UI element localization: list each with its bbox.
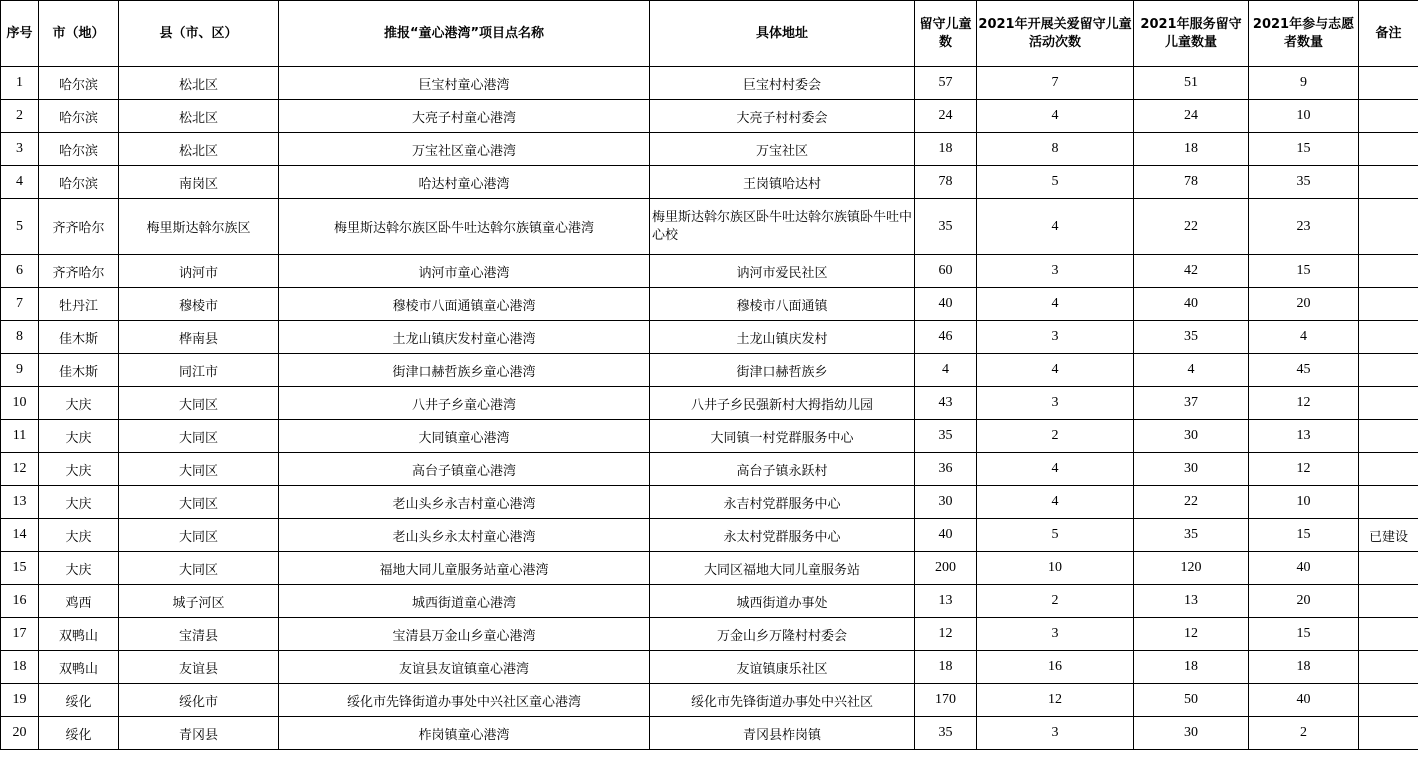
cell-city: 哈尔滨 (39, 67, 119, 100)
cell-note (1359, 354, 1418, 387)
table-row (1, 288, 1418, 321)
cell-left-behind-children: 12 (915, 618, 977, 651)
table-row (1, 519, 1418, 552)
cell-left-behind-children: 40 (915, 288, 977, 321)
cell-address: 八井子乡民强新村大拇指幼儿园 (650, 387, 915, 420)
cell-county: 宝清县 (119, 618, 279, 651)
cell-activity-count: 4 (977, 354, 1134, 387)
table-row (1, 321, 1418, 354)
cell-left-behind-children: 4 (915, 354, 977, 387)
cell-project-name: 福地大同儿童服务站童心港湾 (279, 552, 650, 585)
cell-volunteers: 15 (1249, 618, 1359, 651)
cell-note (1359, 684, 1418, 717)
cell-project-name: 大亮子村童心港湾 (279, 100, 650, 133)
cell-left-behind-children: 35 (915, 717, 977, 750)
cell-project-name: 穆棱市八面通镇童心港湾 (279, 288, 650, 321)
cell-volunteers: 15 (1249, 255, 1359, 288)
cell-activity-count: 4 (977, 288, 1134, 321)
cell-address: 友谊镇康乐社区 (650, 651, 915, 684)
cell-project-name: 梅里斯达斡尔族区卧牛吐达斡尔族镇童心港湾 (279, 199, 650, 255)
cell-note (1359, 651, 1418, 684)
table-row (1, 255, 1418, 288)
header-activity-count: 2021年开展关爱留守儿童活动次数 (977, 1, 1134, 67)
cell-address: 万金山乡万隆村村委会 (650, 618, 915, 651)
table-row (1, 486, 1418, 519)
cell-children-served: 40 (1134, 288, 1249, 321)
cell-address: 青冈县柞岗镇 (650, 717, 915, 750)
cell-address: 绥化市先锋街道办事处中兴社区 (650, 684, 915, 717)
cell-serial-no: 1 (1, 67, 39, 100)
cell-city: 大庆 (39, 552, 119, 585)
cell-serial-no: 8 (1, 321, 39, 354)
cell-volunteers: 15 (1249, 133, 1359, 166)
header-serial-no: 序号 (1, 1, 39, 67)
cell-city: 绥化 (39, 684, 119, 717)
cell-volunteers: 40 (1249, 684, 1359, 717)
cell-children-served: 120 (1134, 552, 1249, 585)
cell-activity-count: 5 (977, 519, 1134, 552)
cell-left-behind-children: 18 (915, 133, 977, 166)
cell-volunteers: 45 (1249, 354, 1359, 387)
cell-activity-count: 3 (977, 618, 1134, 651)
cell-activity-count: 2 (977, 585, 1134, 618)
cell-children-served: 30 (1134, 453, 1249, 486)
cell-activity-count: 16 (977, 651, 1134, 684)
cell-volunteers: 18 (1249, 651, 1359, 684)
cell-volunteers: 12 (1249, 453, 1359, 486)
table-row (1, 166, 1418, 199)
header-children-served: 2021年服务留守儿童数量 (1134, 1, 1249, 67)
cell-project-name: 讷河市童心港湾 (279, 255, 650, 288)
cell-volunteers: 4 (1249, 321, 1359, 354)
table-row (1, 717, 1418, 750)
cell-note (1359, 321, 1418, 354)
cell-children-served: 22 (1134, 486, 1249, 519)
cell-left-behind-children: 57 (915, 67, 977, 100)
table-row (1, 618, 1418, 651)
cell-volunteers: 40 (1249, 552, 1359, 585)
cell-city: 哈尔滨 (39, 133, 119, 166)
cell-note (1359, 255, 1418, 288)
cell-left-behind-children: 78 (915, 166, 977, 199)
cell-left-behind-children: 40 (915, 519, 977, 552)
cell-volunteers: 35 (1249, 166, 1359, 199)
cell-county: 穆棱市 (119, 288, 279, 321)
cell-address: 王岗镇哈达村 (650, 166, 915, 199)
cell-serial-no: 11 (1, 420, 39, 453)
cell-county: 大同区 (119, 387, 279, 420)
cell-project-name: 高台子镇童心港湾 (279, 453, 650, 486)
header-city: 市（地） (39, 1, 119, 67)
cell-volunteers: 2 (1249, 717, 1359, 750)
cell-project-name: 老山头乡永太村童心港湾 (279, 519, 650, 552)
cell-project-name: 柞岗镇童心港湾 (279, 717, 650, 750)
cell-county: 城子河区 (119, 585, 279, 618)
cell-city: 大庆 (39, 519, 119, 552)
cell-city: 佳木斯 (39, 354, 119, 387)
cell-serial-no: 6 (1, 255, 39, 288)
cell-children-served: 24 (1134, 100, 1249, 133)
header-left-behind-children: 留守儿童数 (915, 1, 977, 67)
cell-county: 大同区 (119, 552, 279, 585)
cell-address: 土龙山镇庆发村 (650, 321, 915, 354)
header-row (1, 1, 1418, 67)
cell-children-served: 30 (1134, 420, 1249, 453)
table-row (1, 100, 1418, 133)
cell-children-served: 51 (1134, 67, 1249, 100)
cell-county: 友谊县 (119, 651, 279, 684)
cell-project-name: 巨宝村童心港湾 (279, 67, 650, 100)
cell-children-served: 22 (1134, 199, 1249, 255)
cell-left-behind-children: 24 (915, 100, 977, 133)
cell-activity-count: 4 (977, 100, 1134, 133)
cell-county: 大同区 (119, 486, 279, 519)
cell-serial-no: 7 (1, 288, 39, 321)
cell-activity-count: 12 (977, 684, 1134, 717)
cell-note (1359, 552, 1418, 585)
cell-serial-no: 14 (1, 519, 39, 552)
cell-county: 大同区 (119, 420, 279, 453)
cell-address: 城西街道办事处 (650, 585, 915, 618)
cell-project-name: 万宝社区童心港湾 (279, 133, 650, 166)
cell-county: 松北区 (119, 67, 279, 100)
table-row (1, 651, 1418, 684)
cell-volunteers: 15 (1249, 519, 1359, 552)
cell-children-served: 12 (1134, 618, 1249, 651)
header-note: 备注 (1359, 1, 1418, 67)
cell-children-served: 30 (1134, 717, 1249, 750)
header-volunteers: 2021年参与志愿者数量 (1249, 1, 1359, 67)
cell-project-name: 友谊县友谊镇童心港湾 (279, 651, 650, 684)
cell-address: 永吉村党群服务中心 (650, 486, 915, 519)
table-row (1, 199, 1418, 255)
cell-left-behind-children: 170 (915, 684, 977, 717)
cell-activity-count: 2 (977, 420, 1134, 453)
table-row (1, 585, 1418, 618)
cell-serial-no: 12 (1, 453, 39, 486)
cell-serial-no: 20 (1, 717, 39, 750)
cell-note (1359, 585, 1418, 618)
cell-city: 哈尔滨 (39, 100, 119, 133)
cell-left-behind-children: 200 (915, 552, 977, 585)
cell-children-served: 78 (1134, 166, 1249, 199)
header-address: 具体地址 (650, 1, 915, 67)
cell-note (1359, 717, 1418, 750)
cell-left-behind-children: 18 (915, 651, 977, 684)
cell-left-behind-children: 13 (915, 585, 977, 618)
cell-city: 双鸭山 (39, 651, 119, 684)
cell-activity-count: 3 (977, 717, 1134, 750)
cell-note (1359, 166, 1418, 199)
cell-city: 大庆 (39, 486, 119, 519)
cell-serial-no: 5 (1, 199, 39, 255)
cell-county: 大同区 (119, 453, 279, 486)
cell-note (1359, 100, 1418, 133)
table-row (1, 684, 1418, 717)
cell-note (1359, 199, 1418, 255)
cell-project-name: 宝清县万金山乡童心港湾 (279, 618, 650, 651)
cell-project-name: 大同镇童心港湾 (279, 420, 650, 453)
cell-left-behind-children: 35 (915, 199, 977, 255)
table-body (1, 67, 1418, 750)
cell-left-behind-children: 35 (915, 420, 977, 453)
cell-county: 青冈县 (119, 717, 279, 750)
cell-left-behind-children: 43 (915, 387, 977, 420)
cell-project-name: 绥化市先锋街道办事处中兴社区童心港湾 (279, 684, 650, 717)
cell-serial-no: 2 (1, 100, 39, 133)
cell-activity-count: 5 (977, 166, 1134, 199)
cell-address: 万宝社区 (650, 133, 915, 166)
cell-note (1359, 420, 1418, 453)
header-project-name: 推报“童心港湾”项目点名称 (279, 1, 650, 67)
cell-serial-no: 19 (1, 684, 39, 717)
cell-children-served: 4 (1134, 354, 1249, 387)
cell-county: 大同区 (119, 519, 279, 552)
cell-activity-count: 8 (977, 133, 1134, 166)
table-row (1, 354, 1418, 387)
cell-city: 齐齐哈尔 (39, 199, 119, 255)
cell-activity-count: 4 (977, 199, 1134, 255)
cell-left-behind-children: 36 (915, 453, 977, 486)
cell-project-name: 土龙山镇庆发村童心港湾 (279, 321, 650, 354)
cell-volunteers: 23 (1249, 199, 1359, 255)
cell-serial-no: 9 (1, 354, 39, 387)
table-row (1, 453, 1418, 486)
cell-activity-count: 10 (977, 552, 1134, 585)
cell-note (1359, 453, 1418, 486)
cell-children-served: 50 (1134, 684, 1249, 717)
cell-county: 绥化市 (119, 684, 279, 717)
cell-activity-count: 3 (977, 255, 1134, 288)
cell-note: 已建设 (1359, 519, 1418, 552)
cell-left-behind-children: 46 (915, 321, 977, 354)
cell-children-served: 13 (1134, 585, 1249, 618)
cell-address: 巨宝村村委会 (650, 67, 915, 100)
cell-serial-no: 18 (1, 651, 39, 684)
cell-activity-count: 4 (977, 486, 1134, 519)
cell-address: 梅里斯达斡尔族区卧牛吐达斡尔族镇卧牛吐中心校 (650, 199, 915, 255)
cell-children-served: 35 (1134, 519, 1249, 552)
cell-children-served: 18 (1134, 133, 1249, 166)
cell-activity-count: 4 (977, 453, 1134, 486)
cell-county: 梅里斯达斡尔族区 (119, 199, 279, 255)
cell-activity-count: 7 (977, 67, 1134, 100)
header-county: 县（市、区） (119, 1, 279, 67)
cell-volunteers: 13 (1249, 420, 1359, 453)
cell-note (1359, 288, 1418, 321)
cell-address: 大同区福地大同儿童服务站 (650, 552, 915, 585)
cell-note (1359, 618, 1418, 651)
table-row (1, 133, 1418, 166)
cell-left-behind-children: 30 (915, 486, 977, 519)
cell-note (1359, 133, 1418, 166)
cell-serial-no: 13 (1, 486, 39, 519)
cell-county: 讷河市 (119, 255, 279, 288)
cell-address: 讷河市爱民社区 (650, 255, 915, 288)
cell-project-name: 街津口赫哲族乡童心港湾 (279, 354, 650, 387)
cell-city: 牡丹江 (39, 288, 119, 321)
cell-address: 高台子镇永跃村 (650, 453, 915, 486)
cell-city: 齐齐哈尔 (39, 255, 119, 288)
cell-volunteers: 20 (1249, 585, 1359, 618)
cell-volunteers: 12 (1249, 387, 1359, 420)
cell-activity-count: 3 (977, 387, 1134, 420)
cell-city: 哈尔滨 (39, 166, 119, 199)
cell-children-served: 18 (1134, 651, 1249, 684)
cell-activity-count: 3 (977, 321, 1134, 354)
table-row (1, 387, 1418, 420)
cell-volunteers: 10 (1249, 486, 1359, 519)
table-row (1, 420, 1418, 453)
cell-serial-no: 16 (1, 585, 39, 618)
cell-project-name: 哈达村童心港湾 (279, 166, 650, 199)
cell-city: 绥化 (39, 717, 119, 750)
cell-note (1359, 67, 1418, 100)
cell-project-name: 八井子乡童心港湾 (279, 387, 650, 420)
cell-children-served: 42 (1134, 255, 1249, 288)
cell-city: 大庆 (39, 387, 119, 420)
cell-county: 松北区 (119, 100, 279, 133)
cell-serial-no: 15 (1, 552, 39, 585)
cell-volunteers: 10 (1249, 100, 1359, 133)
cell-serial-no: 4 (1, 166, 39, 199)
table-row (1, 552, 1418, 585)
cell-address: 街津口赫哲族乡 (650, 354, 915, 387)
cell-address: 穆棱市八面通镇 (650, 288, 915, 321)
table-row (1, 67, 1418, 100)
cell-address: 大同镇一村党群服务中心 (650, 420, 915, 453)
cell-city: 佳木斯 (39, 321, 119, 354)
cell-left-behind-children: 60 (915, 255, 977, 288)
cell-project-name: 城西街道童心港湾 (279, 585, 650, 618)
cell-serial-no: 10 (1, 387, 39, 420)
cell-address: 永太村党群服务中心 (650, 519, 915, 552)
cell-address: 大亮子村村委会 (650, 100, 915, 133)
cell-serial-no: 17 (1, 618, 39, 651)
cell-children-served: 37 (1134, 387, 1249, 420)
cell-volunteers: 9 (1249, 67, 1359, 100)
cell-county: 南岗区 (119, 166, 279, 199)
cell-city: 大庆 (39, 420, 119, 453)
cell-serial-no: 3 (1, 133, 39, 166)
cell-city: 大庆 (39, 453, 119, 486)
cell-city: 双鸭山 (39, 618, 119, 651)
cell-county: 桦南县 (119, 321, 279, 354)
cell-county: 松北区 (119, 133, 279, 166)
cell-note (1359, 387, 1418, 420)
cell-volunteers: 20 (1249, 288, 1359, 321)
cell-children-served: 35 (1134, 321, 1249, 354)
cell-county: 同江市 (119, 354, 279, 387)
cell-city: 鸡西 (39, 585, 119, 618)
cell-note (1359, 486, 1418, 519)
cell-project-name: 老山头乡永吉村童心港湾 (279, 486, 650, 519)
